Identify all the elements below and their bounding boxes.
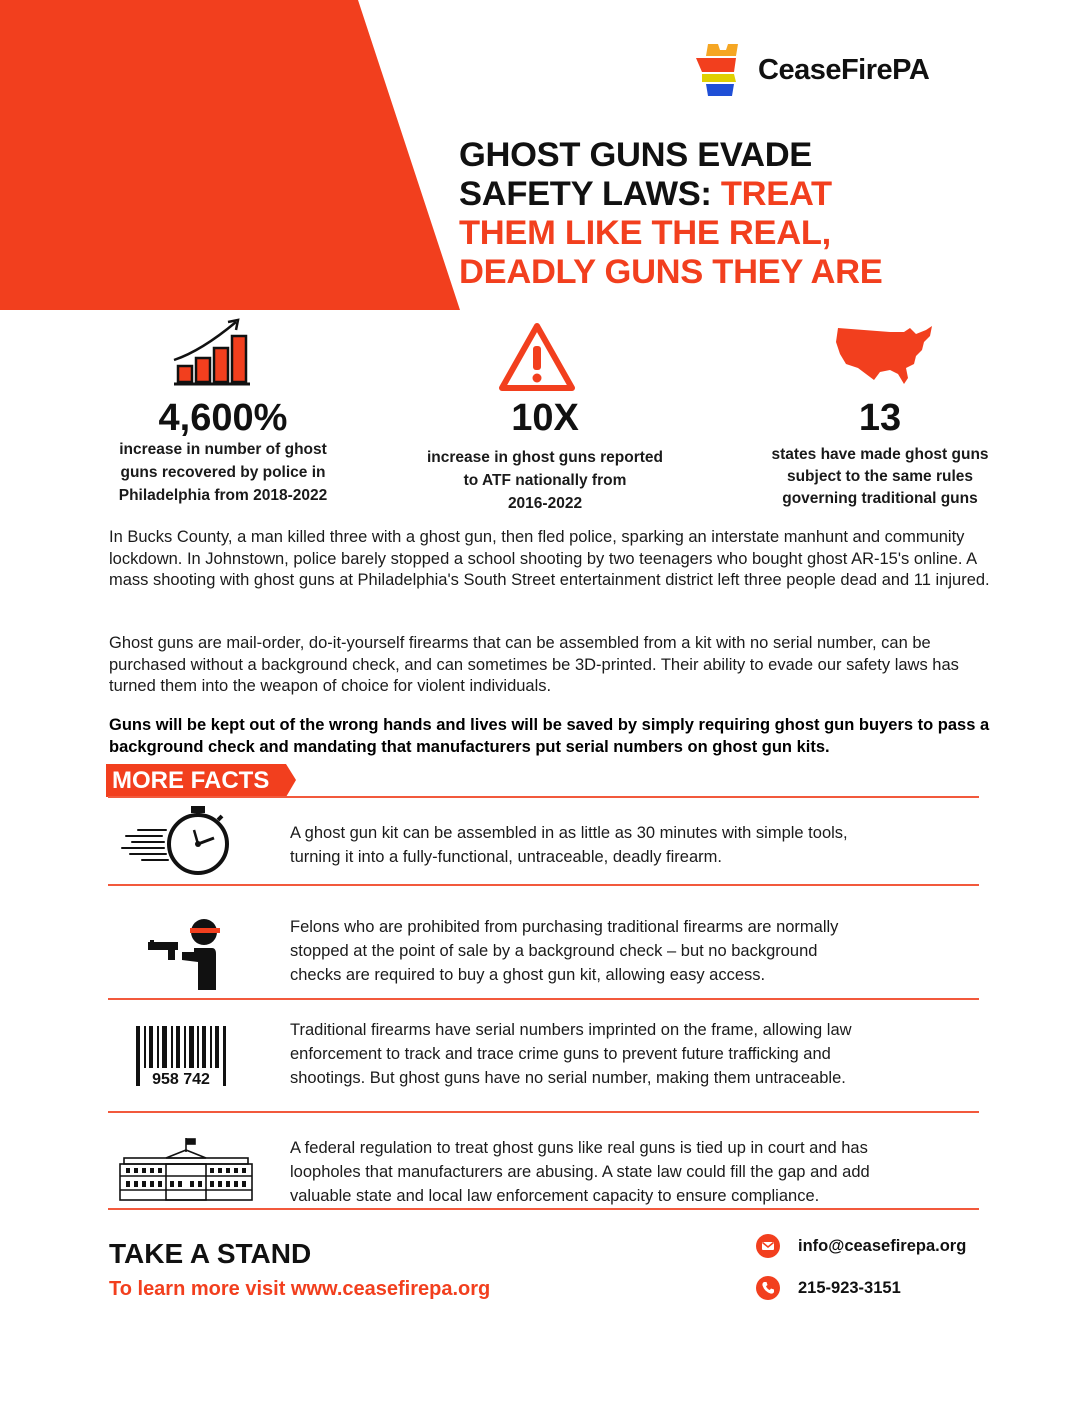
section-divider [108,884,979,886]
section-divider [108,1111,979,1113]
logo-wordmark: CeaseFirePA [758,53,930,86]
stat-atf-reports [410,398,680,515]
definition-paragraph: Ghost guns are mail-order, do-it-yourself firearms that can be assembled from a kit with no serial number, can be purchased without a background check, and can sometimes be 3D-printed. Their ability to evade our safety laws has turned them into the weapon of choice for violent individuals. [109,634,959,695]
stat-description-line: governing traditional guns [782,490,978,507]
bar-chart-growth-icon [172,316,252,386]
fact-line: loopholes that manufacturers are abusing. A state law could fill the gap and add [290,1163,870,1181]
fact-line: shootings. But ghost guns have no serial number, making them untraceable. [290,1069,846,1087]
take-a-stand-heading: TAKE A STAND [109,1238,312,1269]
stat-description-line: subject to the same rules [786,468,974,485]
fact-line: Felons who are prohibited from purchasing traditional firearms are normally [290,918,839,936]
stopwatch-icon [118,802,232,878]
white-house-icon [116,1136,256,1204]
headline-line-4: DEADLY GUNS THEY ARE [459,253,883,291]
more-facts-title: MORE FACTS [112,767,270,794]
fact-line: valuable state and local law enforcement capacity to ensure compliance. [290,1187,820,1205]
fact-line: A federal regulation to treat ghost guns like real guns is tied up in court and has [290,1139,868,1157]
fact-line: turning it into a fully-functional, untraceable, deadly firearm. [290,848,722,866]
keystone-logo-icon [694,42,750,98]
email-icon [756,1234,780,1258]
stat-description-line: guns recovered by police in [120,464,326,481]
fact-serial-numbers [290,1018,970,1090]
stat-description-line: states have made ghost guns [771,446,989,463]
stat-description [750,444,1010,510]
stat-ghost-gun-recovery [98,398,348,507]
stat-description [98,438,348,507]
section-divider [108,998,979,1000]
email-address[interactable]: info@ceasefirepa.org [798,1236,967,1255]
fact-federal-regulation [290,1136,970,1208]
page-title [459,136,1019,292]
fact-line: enforcement to track and trace crime guns to prevent future trafficking and [290,1045,831,1063]
stat-description-line: increase in ghost guns reported [427,449,663,466]
warning-triangle-icon [498,322,576,392]
intro-paragraph: In Bucks County, a man killed three with a ghost gun, then fled police, sparking an interstate manhunt and community lockdown. In Johnstown, police barely stopped a school shooting by two teenagers who bought ghost AR-15's online. A mass shooting with ghost guns at Philadelphia's South Street entertainment district left three people dead and 11 injured. [109,528,990,589]
barcode-icon [134,1024,232,1088]
fact-background-checks [290,915,970,987]
fact-line: checks are required to buy a ghost gun kit, allowing easy access. [290,966,766,984]
section-divider [108,796,979,798]
headline-line-2-black: SAFETY LAWS: [459,175,721,213]
hero-orange-shape [0,0,470,310]
headline-line-2 [459,175,1019,214]
fact-line: A ghost gun kit can be assembled in as little as 30 minutes with simple tools, [290,824,848,842]
contact-phone[interactable] [756,1276,901,1300]
stat-number: 4,600% [158,397,288,439]
headline-line-3: THEM LIKE THE REAL, [459,214,831,252]
stat-description [410,446,680,515]
headline-line-1: GHOST GUNS EVADE [459,136,813,174]
learn-more-link[interactable]: To learn more visit www.ceasefirepa.org [109,1278,491,1300]
more-facts-banner [106,764,298,797]
stat-number: 10X [511,397,579,439]
phone-icon [756,1276,780,1300]
call-to-action-paragraph: Guns will be kept out of the wrong hands and lives will be saved by simply requiring ghost gun buyers to pass a background check and mandating that manufacturers put serial numbers on ghost gun kits. [109,716,990,756]
phone-number[interactable]: 215-923-3151 [798,1278,901,1297]
stat-states-laws [750,398,1010,510]
us-map-icon [834,324,934,386]
fact-line: Traditional firearms have serial numbers imprinted on the frame, allowing law [290,1021,852,1039]
ceasefirepa-logo[interactable] [694,42,929,98]
contact-email[interactable] [756,1234,966,1258]
stat-number: 13 [858,397,902,439]
masked-gunman-icon [146,916,226,994]
fact-line: stopped at the point of sale by a background check – but no background [290,942,818,960]
headline-line-2-orange: TREAT [720,175,832,213]
fact-assembly-time [290,821,970,869]
section-divider [108,1208,979,1210]
stat-description-line: 2016-2022 [507,495,583,512]
stat-description-line: Philadelphia from 2018-2022 [118,487,328,504]
stat-description-line: increase in number of ghost [119,441,327,458]
barcode-number: 958 742 [152,1071,210,1088]
stat-description-line: to ATF nationally from [463,472,627,489]
